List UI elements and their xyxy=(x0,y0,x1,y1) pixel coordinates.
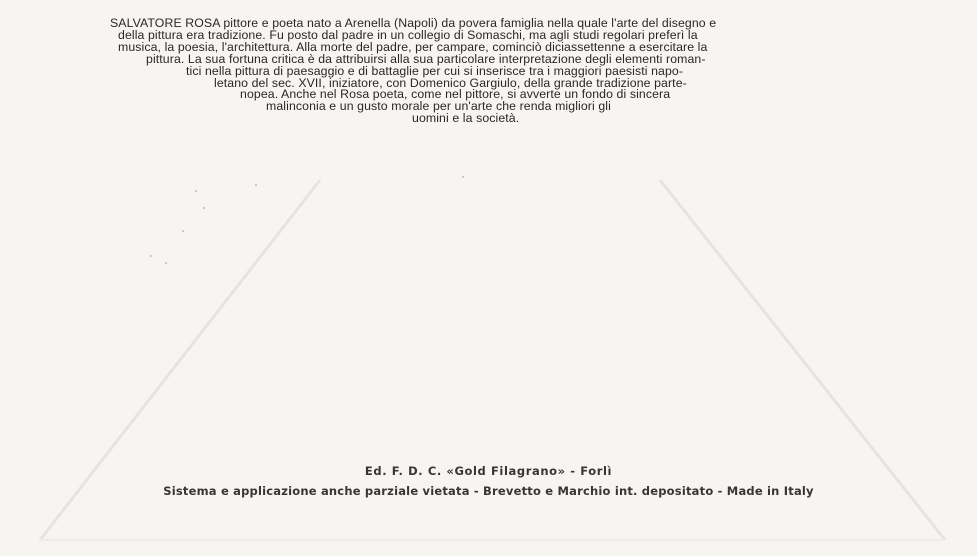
paper-speck xyxy=(182,230,184,232)
biography-line: nopea. Anche nel Rosa poeta, come nel pittore, si avverte un fondo di sincera xyxy=(240,87,671,102)
paper-speck xyxy=(203,207,205,209)
biography-line: malinconia e un gusto morale per un'arte che renda migliori gli xyxy=(266,99,611,114)
biography-text xyxy=(110,18,870,125)
biography-line: uomini e la società. xyxy=(412,111,520,126)
biography-line: musica, la poesia, l'architettura. Alla morte del padre, per campare, cominciò diciassettenne a esercitare la xyxy=(118,39,708,54)
biography-line: della pittura era tradizione. Fu posto dal padre in un collegio di Somaschi, ma agli studi regolari preferì la xyxy=(118,27,698,42)
biography-line: SALVATORE ROSA pittore e poeta nato a Arenella (Napoli) da povera famiglia nella quale l'arte del disegno e xyxy=(110,16,717,30)
rights-notice: Sistema e applicazione anche parziale vietata - Brevetto e Marchio int. depositato - Made in Italy xyxy=(163,484,814,498)
paper-speck xyxy=(150,255,152,257)
publisher-imprint: Ed. F. D. C. «Gold Filagrano» - Forlì xyxy=(364,464,613,478)
biography-line: letano del sec. XVII, iniziatore, con Domenico Gargiulo, della grande tradizione parte- xyxy=(214,75,687,90)
paper-speck xyxy=(255,184,257,186)
biography-line: pittura. La sua fortuna critica è da attribuirsi alla sua particolare interpretazione degli elementi roman- xyxy=(146,51,706,66)
paper-speck xyxy=(195,190,197,192)
paper-speck xyxy=(165,262,167,264)
biography-line: tici nella pittura di paesaggio e di battaglie per cui si inserisce tra i maggiori paesisti napo- xyxy=(186,63,684,78)
paper-speck xyxy=(462,176,464,178)
